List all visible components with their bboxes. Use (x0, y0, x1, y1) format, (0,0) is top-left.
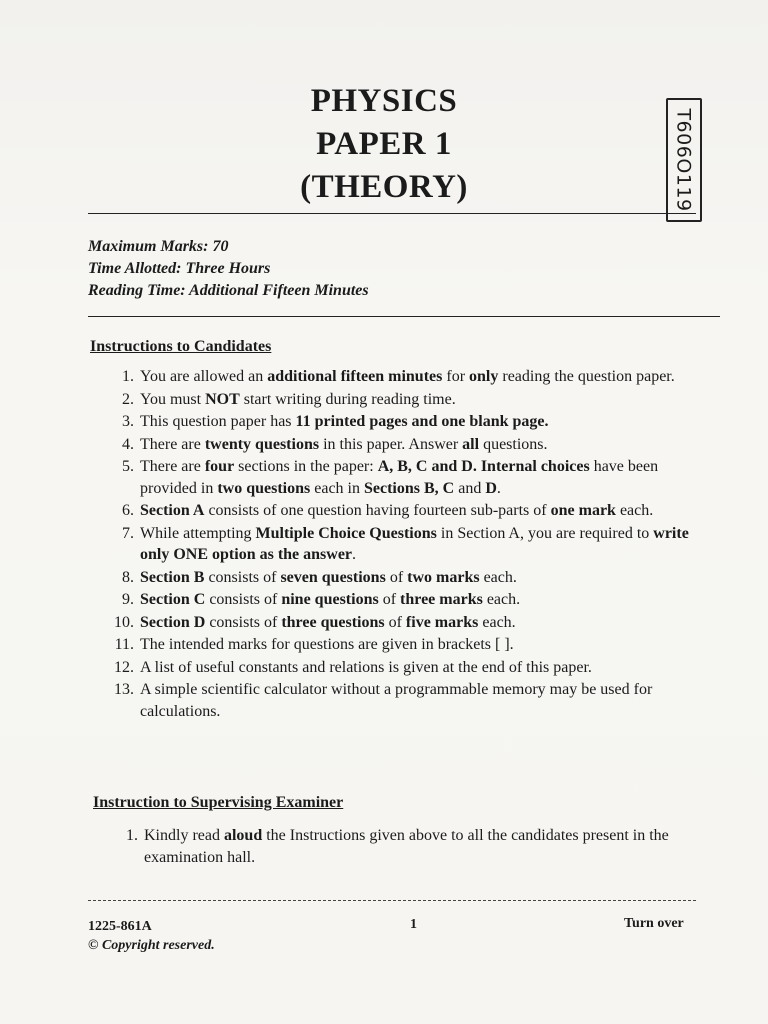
instruction-text: in this paper. Answer (319, 435, 463, 453)
instruction-emphasis: write only ONE option as the answer (140, 524, 689, 563)
instruction-emphasis: A, B, C and D. Internal choices (377, 458, 590, 475)
max-marks: Maximum Marks: 70 (88, 238, 229, 255)
instruction-text: consists of (205, 591, 282, 608)
instruction-emphasis: Multiple Choice Questions (255, 524, 437, 542)
instruction-text: start writing during reading time. (239, 390, 456, 408)
instruction-emphasis: seven questions (280, 568, 386, 586)
meta-divider (88, 316, 720, 317)
instruction-emphasis: Section A (140, 502, 205, 519)
footer-left (88, 917, 215, 955)
instruction-text: There are (140, 435, 205, 453)
turn-over-label: Turn over (624, 916, 684, 931)
page-number: 1 (410, 917, 417, 932)
copyright-notice: © Copyright reserved. (88, 938, 215, 953)
instruction-text: each. (482, 591, 521, 608)
instruction-text: consists of one question having fourteen sub-parts of (204, 502, 551, 519)
instruction-text: of (378, 591, 401, 608)
instruction-number: 1. (126, 827, 138, 844)
instruction-text: each in (310, 479, 364, 497)
instruction-number: 12. (114, 658, 134, 676)
instruction-text: consists of (204, 568, 281, 586)
instruction-number: 6. (122, 502, 134, 519)
instruction-emphasis: all (462, 435, 480, 453)
footer-divider (88, 900, 696, 901)
instruction-number: 3. (122, 413, 134, 430)
instruction-text: questions. (479, 435, 548, 453)
instruction-text: Kindly read (144, 827, 224, 844)
instruction-emphasis: additional fifteen minutes (267, 368, 443, 385)
instruction-item (90, 612, 690, 634)
instruction-text: each. (479, 568, 517, 586)
instruction-item (90, 634, 690, 656)
instruction-item (90, 825, 695, 869)
instruction-emphasis: only (469, 368, 499, 385)
instruction-text: of (385, 568, 408, 586)
instruction-number: 5. (122, 458, 134, 475)
instruction-number: 7. (122, 524, 134, 542)
instruction-emphasis: Section D (140, 613, 206, 631)
instruction-number: 8. (122, 568, 134, 586)
instruction-text: . (352, 546, 357, 563)
instruction-text: The intended marks for questions are given in brackets [ ]. (140, 636, 514, 653)
supervisor-heading: Instruction to Supervising Examiner (93, 794, 344, 811)
paper-reference-code: 1225-861A (88, 919, 152, 934)
instruction-emphasis: three marks (400, 591, 483, 608)
instruction-item (90, 389, 690, 411)
instruction-number: 13. (114, 681, 134, 698)
instruction-text: You must (140, 390, 206, 408)
supervisor-instructions-list (90, 825, 695, 869)
instruction-emphasis: twenty questions (204, 435, 320, 453)
instruction-emphasis: four (204, 458, 235, 475)
instruction-item (90, 567, 690, 589)
instruction-item (90, 366, 690, 388)
instruction-number: 10. (114, 613, 134, 631)
instruction-emphasis: two questions (217, 479, 311, 497)
instruction-emphasis: two marks (407, 568, 480, 586)
instruction-item (90, 679, 690, 722)
instruction-text: . (496, 479, 501, 497)
instruction-text: A list of useful constants and relations is given at the end of this paper. (140, 658, 592, 676)
instruction-text: While attempting (140, 524, 256, 542)
time-allotted: Time Allotted: Three Hours (88, 260, 271, 277)
instruction-number: 2. (122, 390, 134, 408)
instruction-item (90, 500, 690, 522)
instruction-emphasis: Section B (140, 568, 205, 586)
instruction-text: A simple scientific calculator without a programmable memory may be used for calculations. (140, 681, 653, 720)
exam-meta (88, 236, 369, 302)
instruction-text: each. (615, 502, 654, 519)
instructions-heading: Instructions to Candidates (90, 338, 272, 355)
paper-title (0, 80, 768, 212)
instruction-item (90, 434, 690, 456)
instruction-emphasis: aloud (223, 827, 263, 844)
paper-code-box (666, 98, 702, 222)
instruction-emphasis: three questions (281, 613, 385, 631)
instruction-text: This question paper has (140, 413, 296, 430)
title-subject: PHYSICS (310, 83, 458, 119)
paper-code: T606O119 (673, 108, 695, 212)
instruction-number: 11. (114, 636, 134, 653)
instruction-emphasis: NOT (205, 390, 240, 408)
instruction-text: reading the question paper. (498, 368, 675, 385)
instruction-number: 1. (122, 368, 134, 385)
instruction-text: consists of (205, 613, 282, 631)
top-divider (88, 213, 696, 214)
instruction-emphasis: 11 printed pages and one blank page. (295, 413, 549, 430)
instruction-emphasis: Section C (140, 591, 206, 608)
instruction-item (90, 657, 690, 679)
instruction-number: 9. (122, 591, 134, 608)
instruction-text: sections in the paper: (234, 458, 378, 475)
instruction-number: 4. (122, 435, 134, 453)
instruction-text: each. (478, 613, 516, 631)
instruction-text: the Instructions given above to all the candidates present in the examination hall. (144, 827, 669, 866)
title-paper: PAPER 1 (316, 126, 452, 162)
instruction-text: You are allowed an (140, 368, 268, 385)
instruction-text: for (442, 368, 470, 385)
instruction-text: in Section A, you are required to (436, 524, 654, 542)
instruction-emphasis: nine questions (281, 591, 379, 608)
reading-time: Reading Time: Additional Fifteen Minutes (88, 282, 369, 299)
instruction-emphasis: Sections B, C (363, 479, 455, 497)
instruction-emphasis: five marks (405, 613, 479, 631)
instruction-text: and (454, 479, 486, 497)
instruction-text: have been provided in (140, 458, 659, 497)
instructions-list (90, 366, 690, 723)
instruction-text: of (384, 613, 406, 631)
instruction-emphasis: one mark (550, 502, 616, 519)
instruction-item (90, 523, 690, 566)
instruction-item (90, 411, 690, 433)
title-type: (THEORY) (300, 169, 468, 205)
instruction-item (90, 589, 690, 611)
instruction-emphasis: D (485, 479, 497, 497)
instruction-text: There are (140, 458, 205, 475)
instruction-item (90, 456, 690, 499)
